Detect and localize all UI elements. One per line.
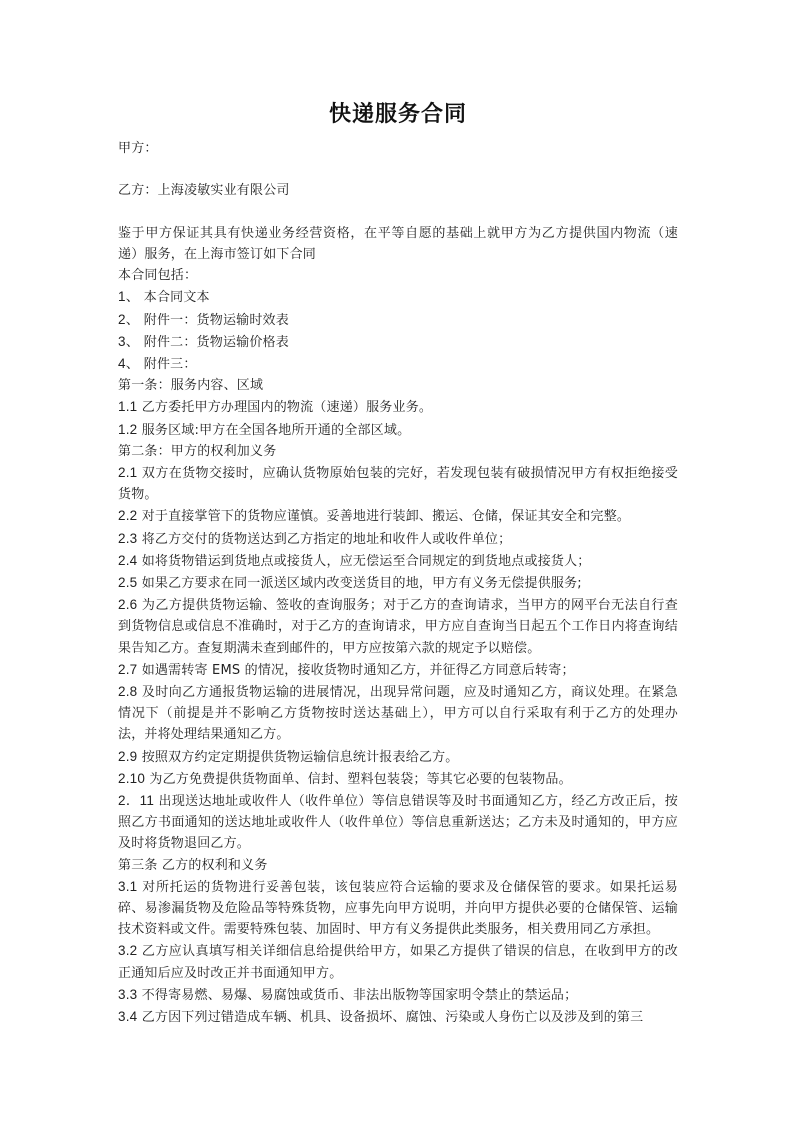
party-a-line: 甲方： <box>118 141 158 156</box>
contents-item: 2、 附件一：货物运输时效表 <box>118 311 289 328</box>
clause: 2.5 如果乙方要求在同一派送区域内改变送货目的地，甲方有义务无偿提供服务; <box>118 575 582 592</box>
preamble: 鉴于甲方保证其具有快递业务经营资格，在平等自愿的基础上就甲方为乙方提供国内物流（速递）服务，在上海市签订如下合同 <box>118 225 678 262</box>
article-2-heading: 第二条：甲方的权利加义务 <box>118 443 277 459</box>
contents-item: 1、 本合同文本 <box>118 289 210 306</box>
clause: 3.3 不得寄易燃、易爆、易腐蚀或货币、非法出版物等国家明令禁止的禁运品； <box>118 986 578 1003</box>
clause: 1.1 乙方委托甲方办理国内的物流（速递）服务业务。 <box>118 399 433 416</box>
clause: 2.4 如将货物错运到货地点或接货人，应无偿运至合同规定的到货地点或接货人； <box>118 552 591 569</box>
article-3-heading: 第三条 乙方的权利和义务 <box>118 857 268 873</box>
contract-page <box>118 100 678 1028</box>
party-b-line: 乙方：上海凌敏实业有限公司 <box>118 183 290 199</box>
contents-heading: 本合同包括： <box>118 268 198 284</box>
clause: 2.9 按照双方约定定期提供货物运输信息统计报表给乙方。 <box>118 748 459 765</box>
clause: 2.2 对于直接掌管下的货物应谨慎。妥善地进行装卸、搬运、仓储，保证其安全和完整。 <box>118 508 631 525</box>
clause: 2.6 为乙方提供货物运输、签收的查询服务；对于乙方的查询请求，当甲方的网平台无法自行查到货物信息或信息不准确时，对于乙方的查询请求，甲方应自查询当日起五个工作日内将查询结果告知乙方。查复期满未查到邮件的，甲方应按第六款的规定予以赔偿。 <box>118 597 678 656</box>
clause: 2.8 及时向乙方通报货物运输的进展情况，出现异常问题，应及时通知乙方，商议处理。在紧急情况下（前提是并不影响乙方货物按时送达基础上），甲方可以自行采取有利于乙方的处理办法，并将处理结果通知乙方。 <box>118 684 678 743</box>
article-1-heading: 第一条：服务内容、区域 <box>118 378 264 394</box>
contents-item: 3、 附件二：货物运输价格表 <box>118 333 289 350</box>
clause: 1.2 服务区域:甲方在全国各地所开通的全部区域。 <box>118 421 411 438</box>
clause: 2.10 为乙方免费提供货物面单、信封、塑料包装袋；等其它必要的包装物品。 <box>118 770 572 787</box>
clause: 2．11 出现送达地址或收件人（收件单位）等信息错误等及时书面通知乙方，经乙方改正后，按照乙方书面通知的送达地址或收件人（收件单位）等信息重新送达；乙方未及时通知的，甲方应及时将货物退回乙方。 <box>118 793 678 852</box>
clause: 2.1 双方在货物交接时，应确认货物原始包装的完好，若发现包装有破损情况甲方有权拒绝接受货物。 <box>118 465 678 503</box>
clause: 3.1 对所托运的货物进行妥善包装，该包装应符合运输的要求及仓储保管的要求。如果托运易碎、易渗漏货物及危险品等特殊货物，应事先向甲方说明，并向甲方提供必要的仓储保管、运输技术资料或文件。需要特殊包装、加固时、甲方有义务提供此类服务，相关费用同乙方承担。 <box>118 878 678 938</box>
clause: 2.3 将乙方交付的货物送达到乙方指定的地址和收件人或收件单位； <box>118 530 512 547</box>
clause: 3.4 乙方因下列过错造成车辆、机具、设备损坏、腐蚀、污染或人身伤亡以及涉及到的第三 <box>118 1009 644 1026</box>
contents-item: 4、 附件三： <box>118 356 197 372</box>
clause: 2.7 如遇需转寄 EMS 的情况，接收货物时通知乙方，并征得乙方同意后转寄； <box>118 661 575 678</box>
clause: 3.2 乙方应认真填写相关详细信息给提供给甲方，如果乙方提供了错误的信息，在收到甲方的改正通知后应及时改正并书面通知甲方。 <box>118 943 678 981</box>
document-title: 快递服务合同 <box>328 102 467 127</box>
